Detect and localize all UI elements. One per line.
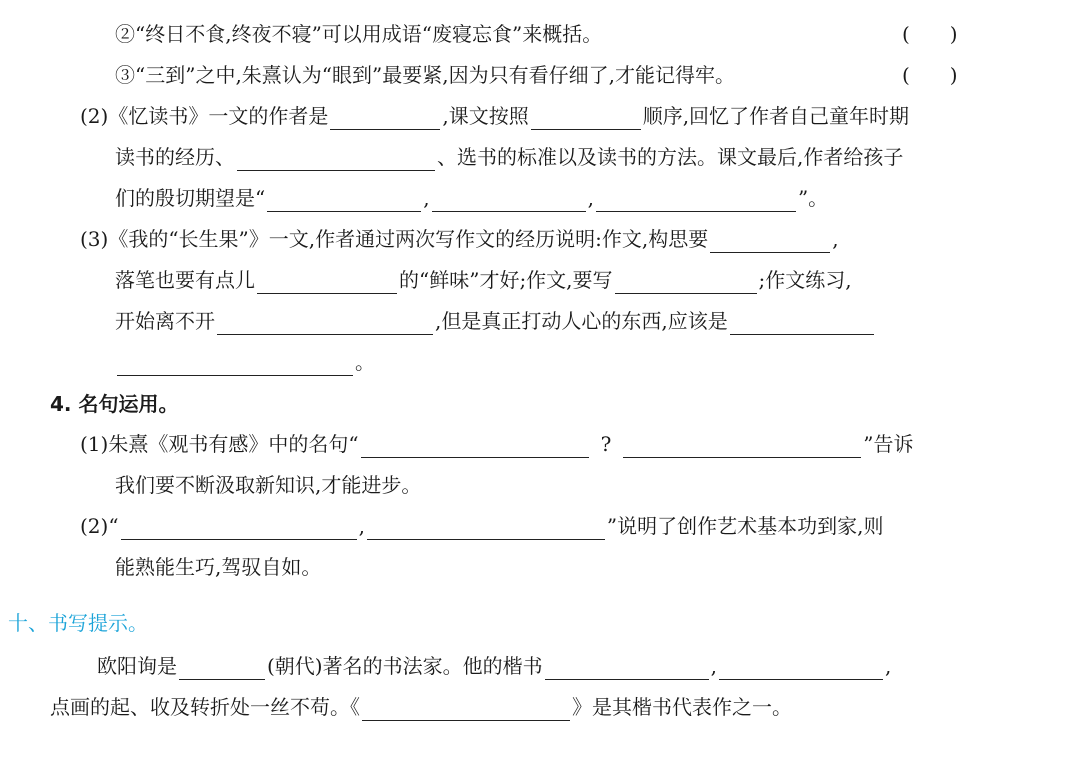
quote-blank-2[interactable]: [623, 435, 861, 458]
q4-part1-text: ”告诉: [863, 432, 914, 456]
calligraphy-blank-2[interactable]: [719, 657, 883, 680]
q4-part1-text: 我们要不断汲取新知识,才能进步。: [115, 473, 422, 497]
freshness-blank[interactable]: [257, 271, 397, 294]
statement-2-text: ②“终日不食,终夜不寝”可以用成语“废寝忘食”来概括。: [115, 22, 603, 46]
quote-blank-4[interactable]: [367, 517, 605, 540]
q3-part2-text: 、选书的标准以及读书的方法。课文最后,作者给孩子: [437, 145, 904, 169]
comma: ,: [587, 186, 594, 210]
period: 。: [355, 350, 375, 374]
q3-part2-text: 们的殷切期望是“: [115, 186, 266, 210]
question-mark: ?: [600, 432, 612, 456]
touching-blank-2[interactable]: [117, 353, 353, 376]
q4-part2-line2: [115, 553, 321, 581]
quote-blank-1[interactable]: [361, 435, 589, 458]
q3-part2-text: ”。: [797, 186, 829, 210]
q3-part3-text: (3)《我的“长生果”》一文,作者通过两次写作文的经历说明:作文,构思要: [80, 227, 709, 251]
section-10-text: (朝代)著名的书法家。他的楷书: [267, 654, 543, 678]
q3-part2-line3: [115, 184, 828, 212]
q3-part3-line3: [115, 307, 876, 335]
q4-part1-line1: [80, 430, 914, 458]
calligraphy-blank-1[interactable]: [545, 657, 709, 680]
touching-blank-1[interactable]: [730, 312, 874, 335]
hope-blank-1[interactable]: [267, 189, 421, 212]
hope-blank-3[interactable]: [596, 189, 796, 212]
comma: ,: [710, 654, 717, 678]
dynasty-blank[interactable]: [179, 657, 265, 680]
answer-paren-2[interactable]: ( ): [902, 22, 958, 46]
q3-part3-line4: [115, 348, 375, 376]
q3-part3-text: 的“鲜味”才好;作文,要写: [399, 268, 613, 292]
quote-blank-3[interactable]: [121, 517, 357, 540]
q4-part2-text: (2)“: [80, 514, 119, 538]
q3-part3-text: 开始离不开: [115, 309, 215, 333]
practice-blank[interactable]: [217, 312, 433, 335]
q3-part3-line2: [115, 266, 852, 294]
q4-heading: [50, 390, 178, 418]
q3-part3-text: ;作文练习,: [758, 268, 852, 292]
write-blank[interactable]: [615, 271, 757, 294]
q3-part2-text: (2)《忆读书》一文的作者是: [80, 104, 329, 128]
section-10-text: 欧阳询是: [97, 654, 177, 678]
section-10-line1: [97, 652, 891, 680]
section-10-text: 》是其楷书代表作之一。: [572, 695, 792, 719]
experience-blank[interactable]: [237, 148, 435, 171]
statement-3: [115, 61, 735, 89]
masterpiece-blank[interactable]: [362, 698, 570, 721]
author-blank[interactable]: [330, 107, 440, 130]
q3-part3-text: ,但是真正打动人心的东西,应该是: [435, 309, 728, 333]
comma: ,: [832, 227, 839, 251]
q3-part3-line1: [80, 225, 839, 253]
comma: ,: [423, 186, 430, 210]
q4-part2-line1: [80, 512, 884, 540]
q4-heading-text: 4. 名句运用。: [50, 392, 179, 416]
comma: ,: [884, 654, 892, 678]
section-10-heading: [8, 609, 148, 637]
section-10-heading-text: 十、书写提示。: [8, 611, 148, 635]
q4-part2-text: 能熟能生巧,驾驭自如。: [115, 555, 322, 579]
q3-part2-text: 读书的经历、: [115, 145, 235, 169]
statement-2: [115, 20, 602, 48]
q4-part1-text: (1)朱熹《观书有感》中的名句“: [80, 432, 359, 456]
q3-part3-text: 落笔也要有点儿: [115, 268, 255, 292]
section-10-text: 点画的起、收及转折处一丝不苟。《: [50, 695, 360, 719]
order-blank[interactable]: [531, 107, 641, 130]
q4-part1-line2: [115, 471, 421, 499]
comma: ,: [358, 514, 365, 538]
q3-part2-line1: [80, 102, 909, 130]
conception-blank[interactable]: [710, 230, 830, 253]
hope-blank-2[interactable]: [432, 189, 586, 212]
section-10-line2: [50, 693, 792, 721]
statement-3-text: ③“三到”之中,朱熹认为“眼到”最要紧,因为只有看仔细了,才能记得牢。: [115, 63, 735, 87]
q3-part2-text: 顺序,回忆了作者自己童年时期: [642, 104, 910, 128]
q3-part2-text: ,课文按照: [442, 104, 529, 128]
q3-part2-line2: [115, 143, 903, 171]
answer-paren-3[interactable]: ( ): [902, 63, 958, 87]
q4-part2-text: ”说明了创作艺术基本功到家,则: [606, 514, 884, 538]
